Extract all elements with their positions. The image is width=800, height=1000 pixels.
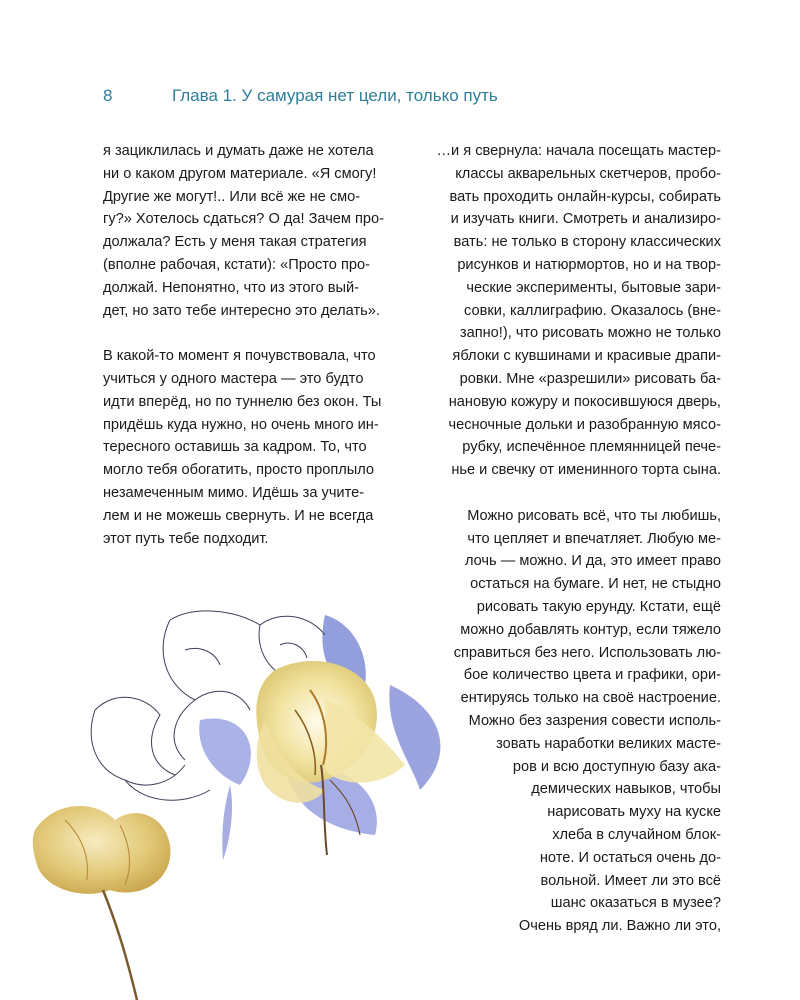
text-line: бое количество цвета и графики, ори- [463,667,721,684]
text-line: могло тебя обогатить, просто проплыло [103,462,375,479]
text-line: …и я свернула: начала посещать мастер- [436,143,721,159]
text-line: ноте. И остаться очень до- [539,849,721,866]
blue-wash-right [389,685,440,790]
text-line: лочь — можно. И да, это имеет право [464,553,721,570]
blue-drip [222,785,232,860]
text-line: зовать наработки великих масте- [496,735,721,752]
text-line: ентируясь только на своё настроение. [460,690,721,707]
text-line: рисунков и натюрмортов, но и на твор- [457,256,721,273]
text-line: демических навыков, чтобы [531,781,721,798]
text-line: Можно без зазрения совести исполь- [468,712,721,729]
text-line: рубку, испечённое племянницей пече- [462,439,721,456]
text-line: шанс оказаться в музее? [550,895,721,912]
paragraph-gap [403,482,721,505]
text-line: этот путь тебе подходит. [103,530,269,547]
left-text-column [103,140,395,550]
text-line: вать проходить онлайн-курсы, собирать [449,188,721,205]
text-line: учиться у одного мастера — это будто [103,370,364,387]
text-line: Можно рисовать всё, что ты любишь, [467,507,721,524]
text-line: должай. Непонятно, что из этого вый- [103,279,359,296]
text-line: лем и не можешь свернуть. И не всегда [103,507,374,524]
text-line: вать: не только в сторону классических [453,234,721,251]
page-number: 8 [103,86,113,105]
text-line: нье и свечку от именинного торта сына. [451,462,721,479]
text-line: можно добавлять контур, если тяжело [460,621,721,638]
text-line: совки, каллиграфию. Оказалось (вне- [464,302,721,319]
text-line: ровки. Мне «разрешили» рисовать ба- [459,370,721,387]
text-line: рисовать такую ерунду. Кстати, ещё [476,598,721,615]
text-line: запно!), что рисовать можно не только [459,325,721,342]
text-line: незамеченным мимо. Идёшь за учите- [103,484,365,501]
text-line: классы акварельных скетчеров, пробо- [455,165,721,182]
text-line: справиться без него. Использовать лю- [453,644,721,661]
yellow-watercolor-flower [256,661,405,855]
text-line: идти вперёд, но по туннелю без окон. Ты [103,393,382,410]
dried-yellow-flower [33,806,171,1000]
text-line: хлеба в случайном блок- [552,826,721,843]
text-line: Очень вряд ли. Важно ли это, [518,918,721,935]
text-line: я зациклилась и думать даже не хотела [103,143,374,159]
text-line: должала? Есть у меня такая стратегия [103,234,367,251]
text-line: придёшь куда нужно, но очень много ин- [103,416,379,433]
chapter-title: Глава 1. У самурая нет цели, только путь [172,86,498,105]
text-line: чесночные дольки и разобранную мясо- [448,416,721,433]
text-line: гу?» Хотелось сдаться? О да! Зачем про- [103,211,385,228]
text-line: дет, но зато тебе интересно это делать». [103,302,380,319]
text-line: тересного оставишь за кадром. То, что [103,439,367,456]
watercolor-flowers-illustration [25,590,500,1000]
text-line: и изучать книги. Смотреть и анализиро- [450,211,721,228]
dried-flower-stem [103,890,137,1000]
text-line: В какой-то момент я почувствовала, что [103,348,376,365]
text-line: что цепляет и впечатляет. Любую ме- [467,530,721,547]
text-line: нановую кожуру и покосившуюся дверь, [448,393,721,410]
text-line: нарисовать муху на куске [547,804,721,821]
text-line: остаться на бумаге. И нет, не стыдно [470,576,721,593]
text-line: вольной. Имеет ли это всё [540,872,721,889]
text-line: ческие эксперименты, бытовые зари- [466,279,721,296]
page-header [103,86,760,110]
paragraph-gap [103,322,395,345]
text-line: Другие же могут!.. Или всё же не смо- [103,188,361,205]
text-line: яблоки с кувшинами и красивые драпи- [452,348,721,365]
blue-wash-left [199,718,251,785]
text-line: (вполне рабочая, кстати): «Просто про- [103,256,370,273]
text-line: ни о каком другом материале. «Я смогу! [103,165,377,182]
text-line: ров и всю доступную базу ака- [512,758,721,775]
